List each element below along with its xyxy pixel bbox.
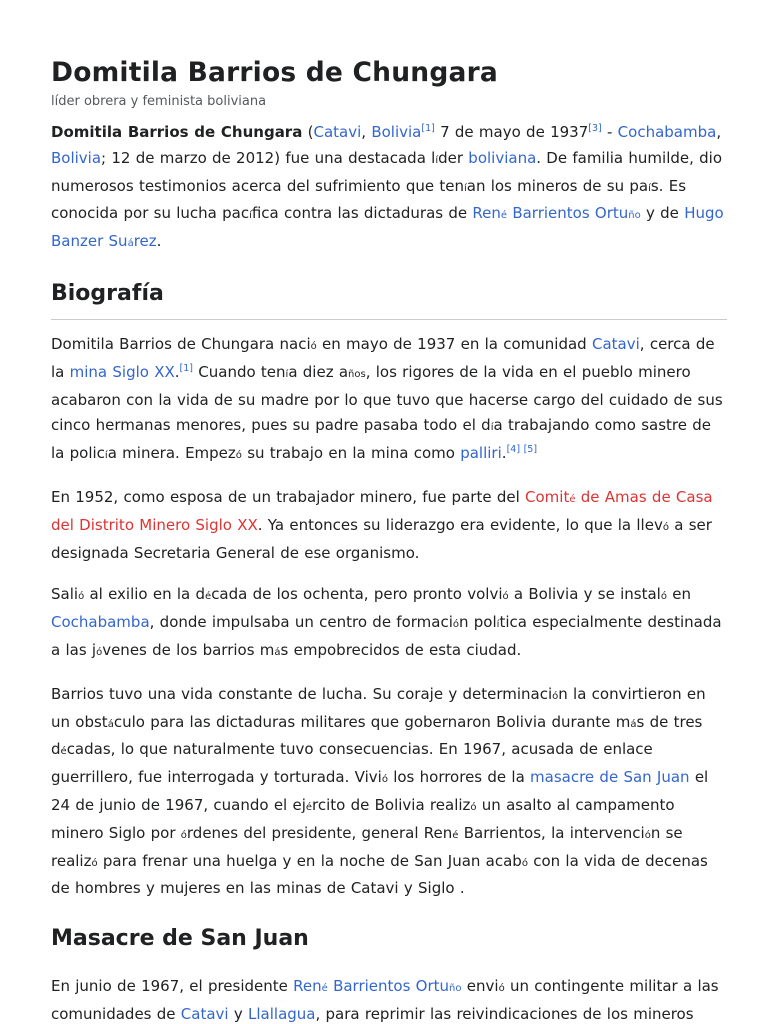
text: al exilio en la d xyxy=(84,585,206,604)
accent-char: ó xyxy=(180,829,187,841)
bold-name: Domitila Barrios de Chungara xyxy=(51,123,303,141)
accent-char: ó xyxy=(521,857,528,869)
link-catavi[interactable]: Catavi xyxy=(180,1004,229,1023)
text: Cuando ten xyxy=(193,362,286,381)
text: . xyxy=(156,232,162,251)
text: , xyxy=(716,123,722,141)
accent-char: ó xyxy=(96,646,103,658)
intro-paragraph xyxy=(51,120,727,257)
link-palliri[interactable]: palliri xyxy=(460,444,502,463)
accent-char: ó xyxy=(502,591,509,603)
text: Sali xyxy=(51,585,79,604)
accent-char: ó xyxy=(552,690,559,702)
link-rene-barrientos[interactable] xyxy=(472,204,640,222)
accent-char: ó xyxy=(470,801,477,813)
text: , xyxy=(361,123,372,141)
ref-1[interactable]: [1] xyxy=(179,362,194,374)
accent-char: á xyxy=(127,238,134,250)
text: , para reprimir las reivindicaciones de los mineros xyxy=(315,1004,694,1023)
text: Barrios tuvo una vida constante de lucha. Su coraje y determinaci xyxy=(51,684,553,703)
text: , donde impulsaba un centro de formaci xyxy=(149,613,453,632)
text: un contingente militar a las comunidades de xyxy=(51,977,719,1023)
accent-char: ó xyxy=(498,983,505,995)
text: rcito de Bolivia realiz xyxy=(312,795,471,814)
text: un asalto al campamento minero Siglo por xyxy=(51,795,675,842)
accent-char: é xyxy=(205,591,212,603)
ref-5[interactable]: [5] xyxy=(523,444,538,456)
link-text: Comit xyxy=(525,487,570,506)
text: der xyxy=(438,148,469,167)
text: a Bolivia y se instal xyxy=(508,585,661,604)
accent-char: í xyxy=(463,182,467,194)
masacre-paragraph-1 xyxy=(51,974,727,1024)
text: Barrientos, la intervenci xyxy=(458,823,645,842)
text: a minera. Empez xyxy=(107,444,236,463)
accent-char: é xyxy=(569,493,576,505)
accent-char: ño xyxy=(449,983,462,995)
text: En junio de 1967, el presidente xyxy=(51,977,294,996)
text: a trabajando como sastre de la polic xyxy=(51,416,711,463)
link-cochabamba[interactable]: Cochabamba xyxy=(617,123,717,141)
biografia-paragraph-1 xyxy=(51,332,727,469)
text: los horrores de la xyxy=(387,768,531,787)
section-heading-masacre: Masacre de San Juan xyxy=(51,926,309,952)
accent-char: á xyxy=(107,718,114,730)
text: con la vida de decenas de hombres y mujeres en las minas de Catavi y Siglo . xyxy=(51,851,708,898)
text: . Ya entonces su liderazgo era evidente, lo que la llev xyxy=(257,515,663,534)
link-masacre-de-san-juan[interactable]: masacre de San Juan xyxy=(530,768,690,787)
accent-char: á xyxy=(630,718,637,730)
text: y xyxy=(228,1004,249,1023)
biografia-paragraph-4 xyxy=(51,682,727,902)
accent-char: í xyxy=(285,368,289,380)
accent-char: í xyxy=(496,619,500,631)
link-catavi[interactable]: Catavi xyxy=(591,334,640,353)
accent-char: é xyxy=(500,210,508,222)
accent-char: ó xyxy=(452,619,460,631)
page-subtitle: líder obrera y feminista boliviana xyxy=(51,94,267,109)
accent-char: á xyxy=(274,646,281,658)
ref-1[interactable]: [1] xyxy=(421,123,435,134)
link-text: de Amas de Casa del Distrito Minero Siglo XX xyxy=(51,487,713,534)
link-text: Barrientos Ortu xyxy=(327,977,450,996)
accent-char: ó xyxy=(78,591,85,603)
accent-char: ño xyxy=(628,210,641,222)
text: s. Es conocida por su lucha pac xyxy=(51,176,687,223)
text: , los rigores de la vida en el pueblo minero acabaron con la vida de su madre por lo que tuvo que hacerse cargo del cuidado de sus cinco hermanas menores, pues su padre pasaba todo el d xyxy=(51,362,723,435)
article-content xyxy=(51,56,727,1024)
link-text: rez xyxy=(133,232,157,251)
text: Domitila Barrios de Chungara naci xyxy=(51,334,311,353)
accent-char: ó xyxy=(235,450,242,462)
accent-char: ó xyxy=(660,591,667,603)
biografia-paragraph-2 xyxy=(51,485,727,566)
text: rdenes del presidente, general Ren xyxy=(186,823,453,842)
text: . xyxy=(174,362,180,381)
link-boliviana[interactable]: boliviana xyxy=(468,148,537,167)
text: en xyxy=(666,585,691,604)
link-mina-siglo-xx[interactable]: mina Siglo XX xyxy=(69,362,175,381)
link-text: Ren xyxy=(293,977,322,996)
text: venes de los barrios m xyxy=(102,640,275,659)
ref-4[interactable]: [4] xyxy=(506,444,521,456)
link-text: Ren xyxy=(472,204,501,223)
accent-char: é xyxy=(305,801,313,813)
text: , cerca de la xyxy=(51,334,715,381)
accent-char: ó xyxy=(91,857,98,869)
link-text: Hugo Banzer Su xyxy=(51,204,724,251)
link-bolivia[interactable]: Bolivia xyxy=(371,123,422,141)
text: s de tres d xyxy=(51,712,703,759)
text: cada de los ochenta, pero pronto volvi xyxy=(211,585,503,604)
text: el 24 de junio de 1967, cuando el ej xyxy=(51,768,709,814)
text: n se realiz xyxy=(51,823,683,870)
text: . xyxy=(501,444,507,463)
text: an los mineros de su pa xyxy=(466,176,649,195)
link-cochabamba[interactable]: Cochabamba xyxy=(51,613,150,632)
accent-char: í xyxy=(249,210,252,222)
biografia-paragraph-3 xyxy=(51,582,727,665)
section-heading-biografia: Biografía xyxy=(51,279,727,320)
text: s empobrecidos de esta ciudad. xyxy=(280,640,522,659)
accent-char: ó xyxy=(310,340,317,352)
accent-char: í xyxy=(490,422,494,434)
accent-char: ó xyxy=(381,774,388,786)
text: a diez a xyxy=(288,362,349,381)
text: su trabajo en la mina como xyxy=(241,444,461,463)
accent-char: ños xyxy=(348,368,366,380)
text: . De familia humilde, dio numerosos testimonios acerca del sufrimiento que ten xyxy=(51,148,723,195)
text: ; 12 de marzo de 2012) fue una destacada l xyxy=(101,148,436,167)
accent-char: é xyxy=(452,829,459,841)
text: culo para las dictaduras militares que gobernaron Bolivia durante m xyxy=(113,712,631,731)
text: a ser designada Secretaria General de ese organismo. xyxy=(51,515,712,562)
link-text: Barrientos Ortu xyxy=(507,204,629,223)
text: para frenar una huelga y en la noche de San Juan acab xyxy=(97,851,522,870)
link-catavi[interactable]: Catavi xyxy=(313,123,362,141)
text: 7 de mayo de 1937 xyxy=(434,123,589,141)
text: envi xyxy=(461,977,499,996)
text: tica especialmente destinada a las j xyxy=(51,613,722,659)
accent-char: é xyxy=(60,746,67,758)
accent-char: í xyxy=(104,450,108,462)
accent-char: ó xyxy=(662,521,669,533)
link-rene-barrientos[interactable] xyxy=(293,977,461,995)
page-title: Domitila Barrios de Chungara xyxy=(51,57,498,88)
text: fica contra las dictaduras de xyxy=(251,204,473,223)
accent-char: ó xyxy=(644,829,651,841)
text: y de xyxy=(640,204,685,223)
accent-char: é xyxy=(321,983,328,995)
link-bolivia-2[interactable]: Bolivia xyxy=(51,148,102,167)
text: - xyxy=(601,123,618,141)
text: ( xyxy=(302,123,314,141)
text: En 1952, como esposa de un trabajador minero, fue parte del xyxy=(51,487,526,506)
text: en mayo de 1937 en la comunidad xyxy=(316,334,592,353)
accent-char: í xyxy=(648,182,651,194)
link-llallagua[interactable]: Llallagua xyxy=(248,1004,316,1023)
text: n la convirtieron en un obst xyxy=(51,684,706,731)
text: n pol xyxy=(459,613,497,632)
text: cadas, lo que naturalmente tuvo consecuencias. En 1967, acusada de enlace guerrillero, fue interrogada y torturada. Vivi xyxy=(51,740,653,787)
accent-char: í xyxy=(435,154,439,166)
ref-3[interactable]: [3] xyxy=(588,123,602,134)
